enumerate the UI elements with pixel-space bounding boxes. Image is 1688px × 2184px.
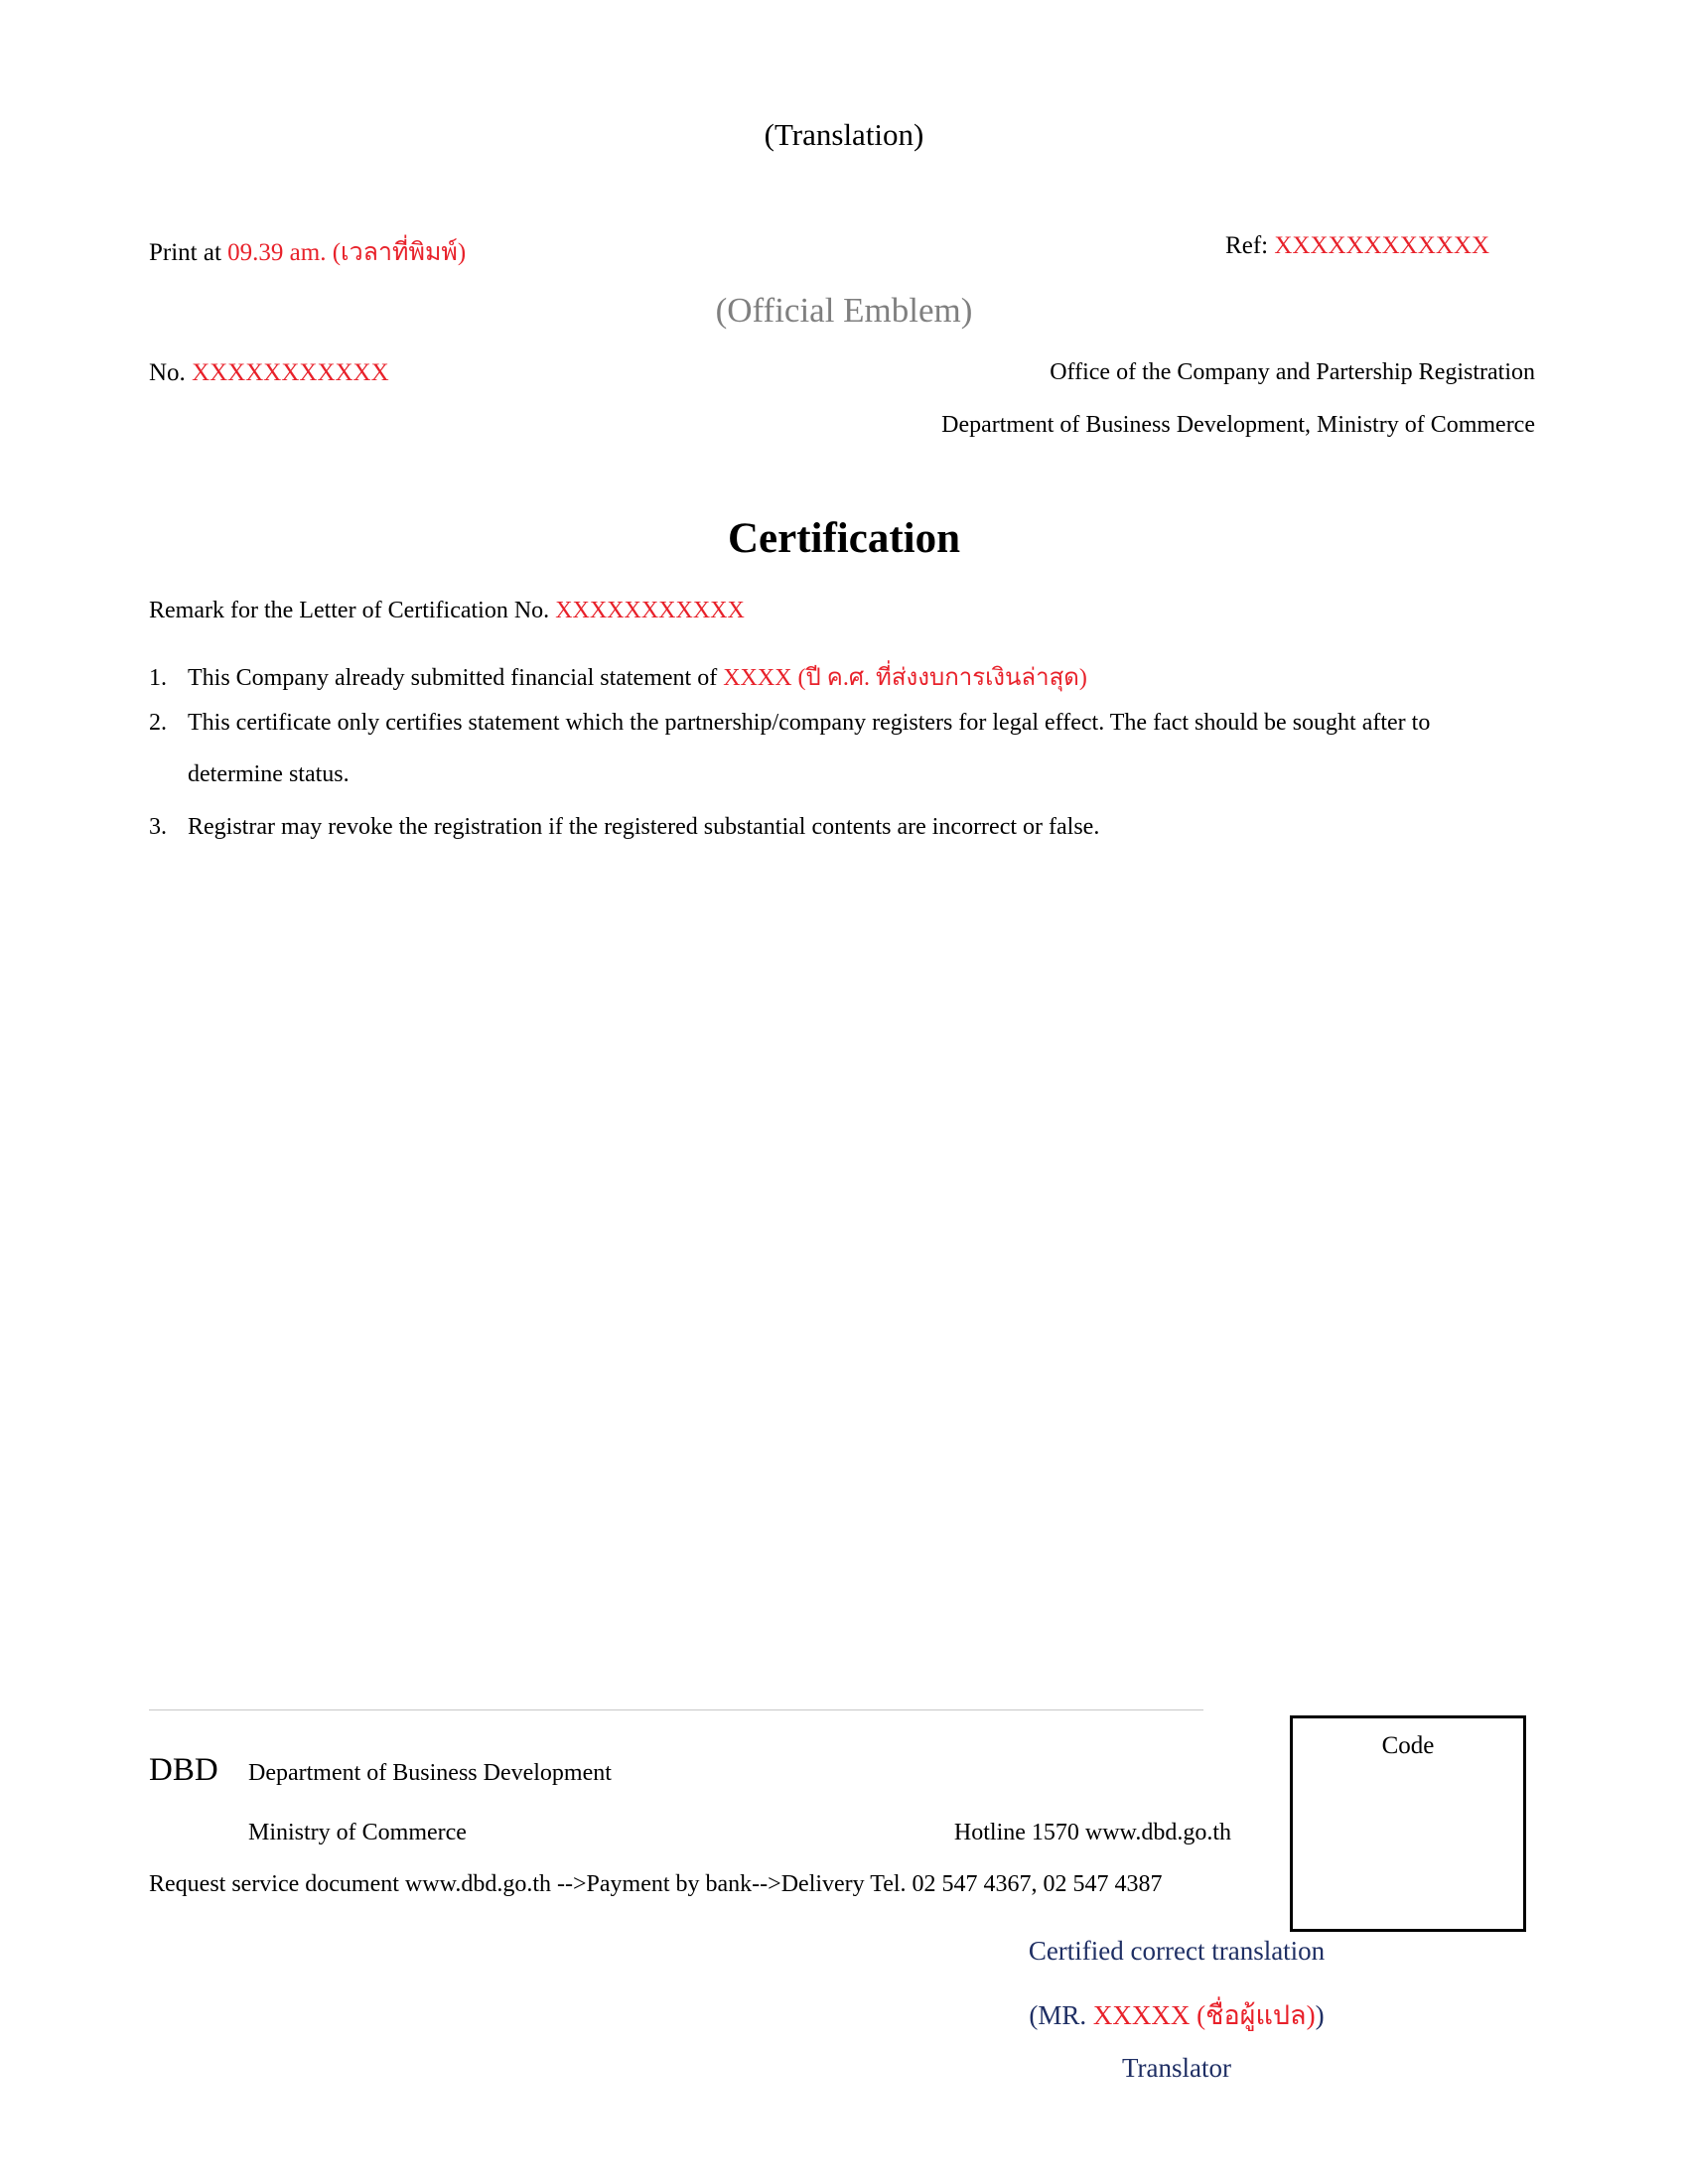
footer-department: Department of Business Development <box>248 1760 612 1786</box>
list-item <box>149 814 1099 841</box>
translator-name: XXXXX (ชื่อผู้แปล) <box>1092 2000 1316 2030</box>
list-item <box>149 657 1087 696</box>
office-line-2: Department of Business Development, Ministry of Commerce <box>941 412 1535 438</box>
ref-value: XXXXXXXXXXXX <box>1274 232 1489 259</box>
footer-hotline: Hotline 1570 www.dbd.go.th <box>953 1820 1231 1845</box>
remark-line <box>149 598 745 624</box>
footer-request-service: Request service document www.dbd.go.th -->Payment by bank-->Delivery Tel. 02 547 4367, 02 547 4387 <box>149 1871 1163 1897</box>
no-prefix: No. <box>149 359 193 386</box>
remark-prefix: Remark for the Letter of Certification No. <box>149 598 556 623</box>
footer-ministry: Ministry of Commerce <box>248 1820 467 1845</box>
office-line-1: Office of the Company and Partership Registration <box>1050 359 1535 385</box>
print-at-prefix: Print at <box>149 239 228 266</box>
print-time: 09.39 am. (เวลาที่พิมพ์) <box>227 239 467 266</box>
list-item-number: 1. <box>149 665 167 691</box>
certified-translation-label: Certified correct translation <box>1028 1936 1326 1966</box>
list-item-continuation: determine status. <box>188 761 350 787</box>
no-value: XXXXXXXXXXX <box>192 359 389 386</box>
code-label: Code <box>1381 1732 1435 1759</box>
remark-value: XXXXXXXXXXX <box>555 598 745 623</box>
list-item-text: This Company already submitted financial statement of <box>188 665 724 691</box>
translator-name-line <box>993 1993 1360 2036</box>
footer-divider <box>149 1709 1203 1710</box>
dbd-logo-text: DBD <box>149 1752 218 1788</box>
translation-label: (Translation) <box>764 117 924 152</box>
reference-line <box>1225 232 1489 260</box>
list-item-number: 2. <box>149 710 167 736</box>
print-time-line <box>149 232 466 272</box>
list-item <box>149 710 1430 737</box>
list-item-text: This certificate only certifies statement which the partnership/company registers for legal effect. The fact should be sought after to <box>188 710 1431 736</box>
translator-label: Translator <box>1121 2053 1231 2083</box>
financial-year-value: XXXX (ปี ค.ศ. ที่ส่งงบการเงินล่าสุด) <box>723 665 1087 691</box>
ref-prefix: Ref: <box>1225 232 1275 259</box>
translator-name-open: (MR. <box>1029 2000 1093 2030</box>
document-number <box>149 359 389 387</box>
list-item-number: 3. <box>149 814 167 840</box>
certification-heading: Certification <box>727 515 961 562</box>
official-emblem: (Official Emblem) <box>715 291 973 330</box>
list-item-text: Registrar may revoke the registration if the registered substantial contents are incorrect or false. <box>188 814 1100 840</box>
translator-name-close: ) <box>1315 2000 1325 2030</box>
code-box <box>1290 1715 1526 1932</box>
